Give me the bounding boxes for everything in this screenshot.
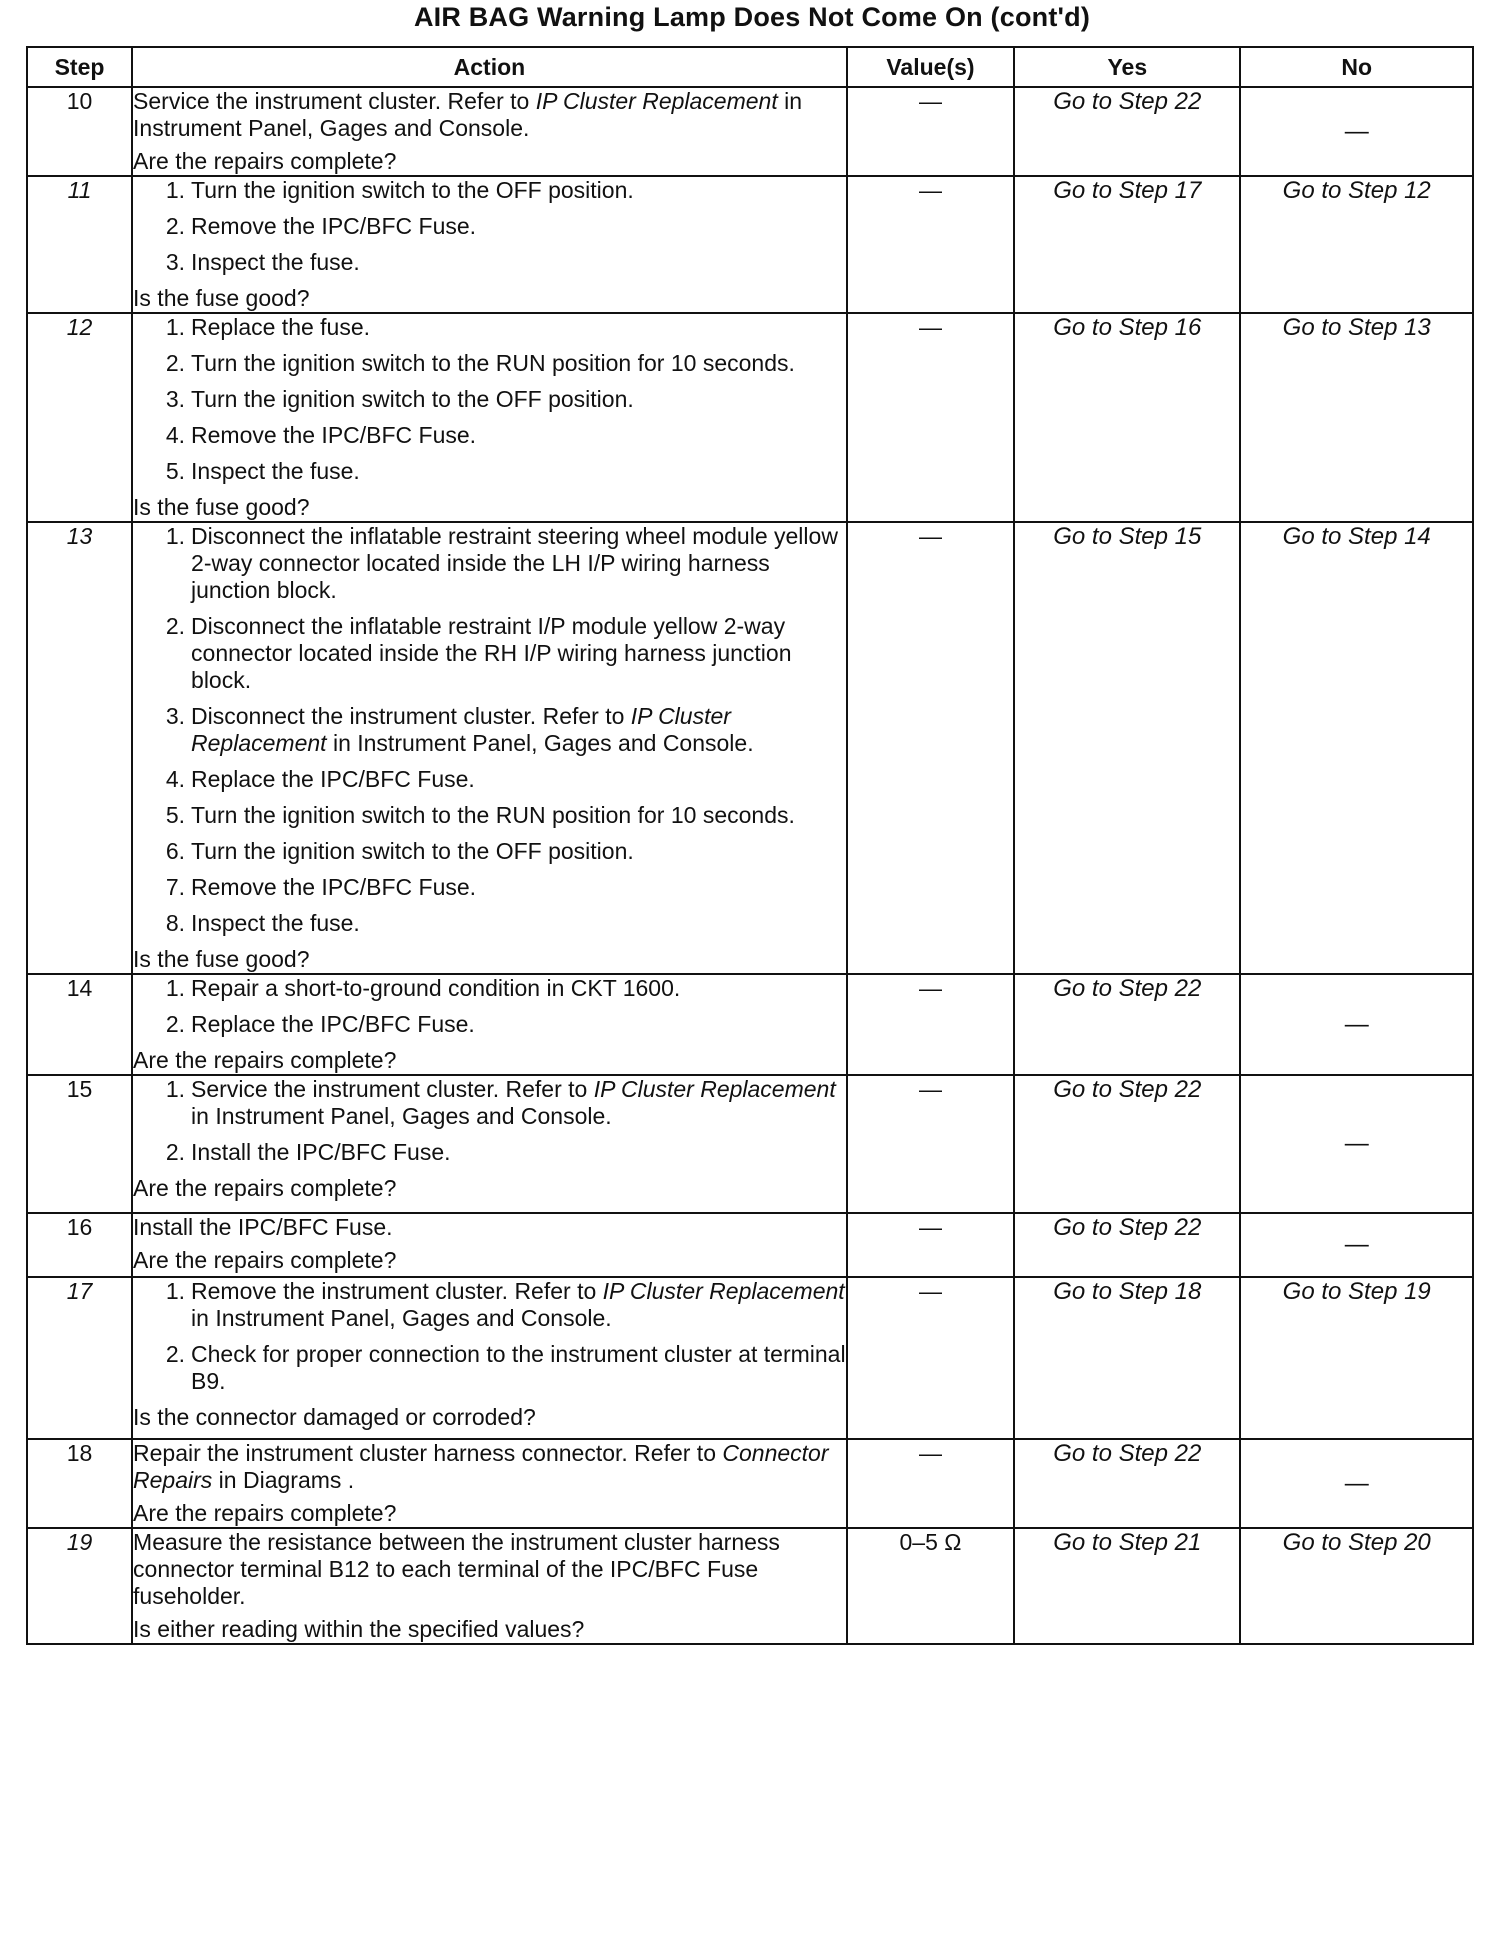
value-cell: — (847, 522, 1014, 974)
list-item (133, 422, 846, 449)
action-question: Are the repairs complete? (133, 1247, 397, 1273)
reference-text: IP Cluster Replacement (535, 88, 778, 114)
action-text: Measure the resistance between the instrument cluster harness connector terminal B12 to each terminal of the IPC/BFC Fuse fuseholder. (133, 1529, 780, 1609)
list-item (133, 838, 846, 865)
action-question: Is the fuse good? (133, 946, 310, 972)
action-cell (132, 1075, 847, 1213)
yes-outcome: Go to Step 22 (1014, 974, 1240, 1075)
action-text: Install the IPC/BFC Fuse. (191, 1139, 451, 1165)
action-question: Is the fuse good? (133, 285, 310, 311)
reference-text: IP Cluster Replacement (191, 703, 731, 756)
action-text: Replace the fuse. (191, 314, 371, 340)
yes-column-header: Yes (1014, 47, 1240, 87)
table-row (27, 313, 1473, 522)
yes-outcome: Go to Step 22 (1014, 1439, 1240, 1528)
action-text: Remove the IPC/BFC Fuse. (191, 874, 477, 900)
yes-outcome: Go to Step 21 (1014, 1528, 1240, 1644)
yes-outcome: Go to Step 22 (1014, 1075, 1240, 1213)
action-question: Is the fuse good? (133, 494, 310, 520)
list-item (133, 386, 846, 413)
action-text: Inspect the fuse. (191, 458, 360, 484)
action-cell (132, 176, 847, 313)
list-item (133, 1011, 846, 1038)
no-outcome: Go to Step 13 (1240, 313, 1473, 522)
action-steps-list (133, 1076, 846, 1166)
action-intro (133, 1440, 846, 1494)
action-text: Turn the ignition switch to the OFF position. (191, 386, 634, 412)
action-text: Replace the IPC/BFC Fuse. (191, 766, 475, 792)
list-item (133, 1139, 846, 1166)
no-outcome: Go to Step 14 (1240, 522, 1473, 974)
table-row (27, 974, 1473, 1075)
yes-outcome: Go to Step 22 (1014, 1213, 1240, 1277)
table-row (27, 87, 1473, 176)
reference-text: IP Cluster Replacement (602, 1278, 845, 1304)
list-item (133, 314, 846, 341)
list-item-number: 1. (165, 1278, 186, 1304)
value-cell: — (847, 87, 1014, 176)
list-item (133, 350, 846, 377)
step-number: 15 (27, 1075, 132, 1213)
yes-outcome: Go to Step 15 (1014, 522, 1240, 974)
yes-outcome: Go to Step 18 (1014, 1277, 1240, 1439)
no-outcome: Go to Step 12 (1240, 176, 1473, 313)
action-steps-list (133, 314, 846, 485)
list-item (133, 1278, 846, 1332)
list-item (133, 766, 846, 793)
action-text: Disconnect the inflatable restraint steering wheel module yellow 2-way connector located inside the LH I/P wiring harness junction block. (191, 523, 838, 603)
action-question: Is the connector damaged or corroded? (133, 1404, 536, 1430)
no-outcome: — (1240, 1213, 1473, 1277)
list-item (133, 523, 846, 604)
list-item (133, 910, 846, 937)
step-number: 17 (27, 1277, 132, 1439)
action-intro (133, 1529, 846, 1610)
list-item-number: 1. (165, 975, 186, 1001)
list-item-number: 4. (165, 766, 186, 792)
list-item (133, 249, 846, 276)
value-cell: — (847, 1213, 1014, 1277)
list-item-number: 7. (165, 874, 186, 900)
list-item-number: 8. (165, 910, 186, 936)
no-outcome: — (1240, 1439, 1473, 1528)
action-cell (132, 87, 847, 176)
list-item-number: 6. (165, 838, 186, 864)
action-text: Repair a short-to-ground condition in CKT 1600. (191, 975, 681, 1001)
action-cell (132, 313, 847, 522)
action-column-header: Action (132, 47, 847, 87)
value-cell: — (847, 1439, 1014, 1528)
list-item-number: 2. (165, 1139, 186, 1165)
table-row (27, 1277, 1473, 1439)
action-text: in Instrument Panel, Gages and Console. (191, 1103, 612, 1129)
step-number: 13 (27, 522, 132, 974)
list-item (133, 802, 846, 829)
action-cell (132, 1439, 847, 1528)
list-item-number: 3. (165, 703, 186, 729)
action-intro (133, 88, 846, 142)
action-text: Turn the ignition switch to the RUN position for 10 seconds. (191, 802, 795, 828)
list-item-number: 1. (165, 314, 186, 340)
action-text: Service the instrument cluster. Refer to (191, 1076, 594, 1102)
action-text: in Instrument Panel, Gages and Console. (133, 88, 803, 141)
action-text: Remove the IPC/BFC Fuse. (191, 422, 477, 448)
action-steps-list (133, 1278, 846, 1395)
table-row (27, 1439, 1473, 1528)
action-intro (133, 1214, 846, 1241)
action-text: Turn the ignition switch to the OFF position. (191, 838, 634, 864)
action-question: Is either reading within the specified values? (133, 1616, 585, 1642)
list-item-number: 1. (165, 177, 186, 203)
yes-outcome: Go to Step 16 (1014, 313, 1240, 522)
list-item-number: 2. (165, 1011, 186, 1037)
page-title: AIR BAG Warning Lamp Does Not Come On (cont'd) (413, 2, 1091, 32)
list-item-number: 3. (165, 386, 186, 412)
action-text: Install the IPC/BFC Fuse. (133, 1214, 393, 1240)
action-question: Are the repairs complete? (133, 1047, 397, 1073)
step-number: 12 (27, 313, 132, 522)
action-steps-list (133, 975, 846, 1038)
action-question: Are the repairs complete? (133, 148, 397, 174)
action-cell (132, 974, 847, 1075)
list-item (133, 703, 846, 757)
step-number: 18 (27, 1439, 132, 1528)
table-row (27, 1528, 1473, 1644)
value-column-header: Value(s) (847, 47, 1014, 87)
step-number: 10 (27, 87, 132, 176)
yes-outcome: Go to Step 17 (1014, 176, 1240, 313)
list-item (133, 458, 846, 485)
list-item-number: 2. (165, 1341, 186, 1367)
value-cell: — (847, 974, 1014, 1075)
action-text: Check for proper connection to the instrument cluster at terminal B9. (191, 1341, 846, 1394)
step-column-header: Step (27, 47, 132, 87)
table-row (27, 1075, 1473, 1213)
list-item (133, 213, 846, 240)
table-body (27, 87, 1473, 1644)
action-text: in Instrument Panel, Gages and Console. (191, 1305, 612, 1331)
action-text: Turn the ignition switch to the OFF position. (191, 177, 634, 203)
action-cell (132, 1213, 847, 1277)
value-cell: — (847, 1075, 1014, 1213)
action-text: Repair the instrument cluster harness connector. Refer to (133, 1440, 723, 1466)
list-item-number: 5. (165, 458, 186, 484)
no-outcome: — (1240, 1075, 1473, 1213)
action-cell (132, 1277, 847, 1439)
step-number: 19 (27, 1528, 132, 1644)
action-text: Disconnect the inflatable restraint I/P module yellow 2-way connector located inside the RH I/P wiring harness junction block. (191, 613, 792, 693)
action-steps-list (133, 177, 846, 276)
action-question: Are the repairs complete? (133, 1175, 397, 1201)
step-number: 16 (27, 1213, 132, 1277)
no-column-header: No (1240, 47, 1473, 87)
list-item-number: 1. (165, 1076, 186, 1102)
yes-outcome: Go to Step 22 (1014, 87, 1240, 176)
value-cell: 0–5 Ω (847, 1528, 1014, 1644)
value-cell: — (847, 1277, 1014, 1439)
list-item-number: 2. (165, 350, 186, 376)
list-item-number: 2. (165, 613, 186, 639)
action-text: in Instrument Panel, Gages and Console. (326, 730, 754, 756)
action-text: Remove the IPC/BFC Fuse. (191, 213, 477, 239)
list-item (133, 1341, 846, 1395)
action-steps-list (133, 523, 846, 937)
value-cell: — (847, 313, 1014, 522)
table-row (27, 522, 1473, 974)
list-item (133, 975, 846, 1002)
list-item (133, 1076, 846, 1130)
action-text: Remove the instrument cluster. Refer to (191, 1278, 603, 1304)
action-question: Are the repairs complete? (133, 1500, 397, 1526)
table-row (27, 176, 1473, 313)
step-number: 14 (27, 974, 132, 1075)
no-outcome: Go to Step 20 (1240, 1528, 1473, 1644)
action-text: Service the instrument cluster. Refer to (133, 88, 536, 114)
value-cell: — (847, 176, 1014, 313)
list-item (133, 874, 846, 901)
action-text: Inspect the fuse. (191, 910, 360, 936)
list-item-number: 5. (165, 802, 186, 828)
reference-text: Connector Repairs (133, 1440, 829, 1493)
list-item (133, 177, 846, 204)
no-outcome: — (1240, 974, 1473, 1075)
action-text: Replace the IPC/BFC Fuse. (191, 1011, 475, 1037)
action-text: Inspect the fuse. (191, 249, 360, 275)
table-row (27, 1213, 1473, 1277)
action-text: in Diagrams . (212, 1467, 355, 1493)
action-text: Disconnect the instrument cluster. Refer to (191, 703, 631, 729)
step-number: 11 (27, 176, 132, 313)
list-item-number: 4. (165, 422, 186, 448)
table-header-row (27, 47, 1473, 87)
reference-text: IP Cluster Replacement (593, 1076, 836, 1102)
action-text: Turn the ignition switch to the RUN position for 10 seconds. (191, 350, 795, 376)
list-item-number: 1. (165, 523, 186, 549)
no-outcome: — (1240, 87, 1473, 176)
list-item-number: 2. (165, 213, 186, 239)
action-cell (132, 1528, 847, 1644)
list-item (133, 613, 846, 694)
action-cell (132, 522, 847, 974)
list-item-number: 3. (165, 249, 186, 275)
diagnostic-table (26, 46, 1474, 1645)
no-outcome: Go to Step 19 (1240, 1277, 1473, 1439)
